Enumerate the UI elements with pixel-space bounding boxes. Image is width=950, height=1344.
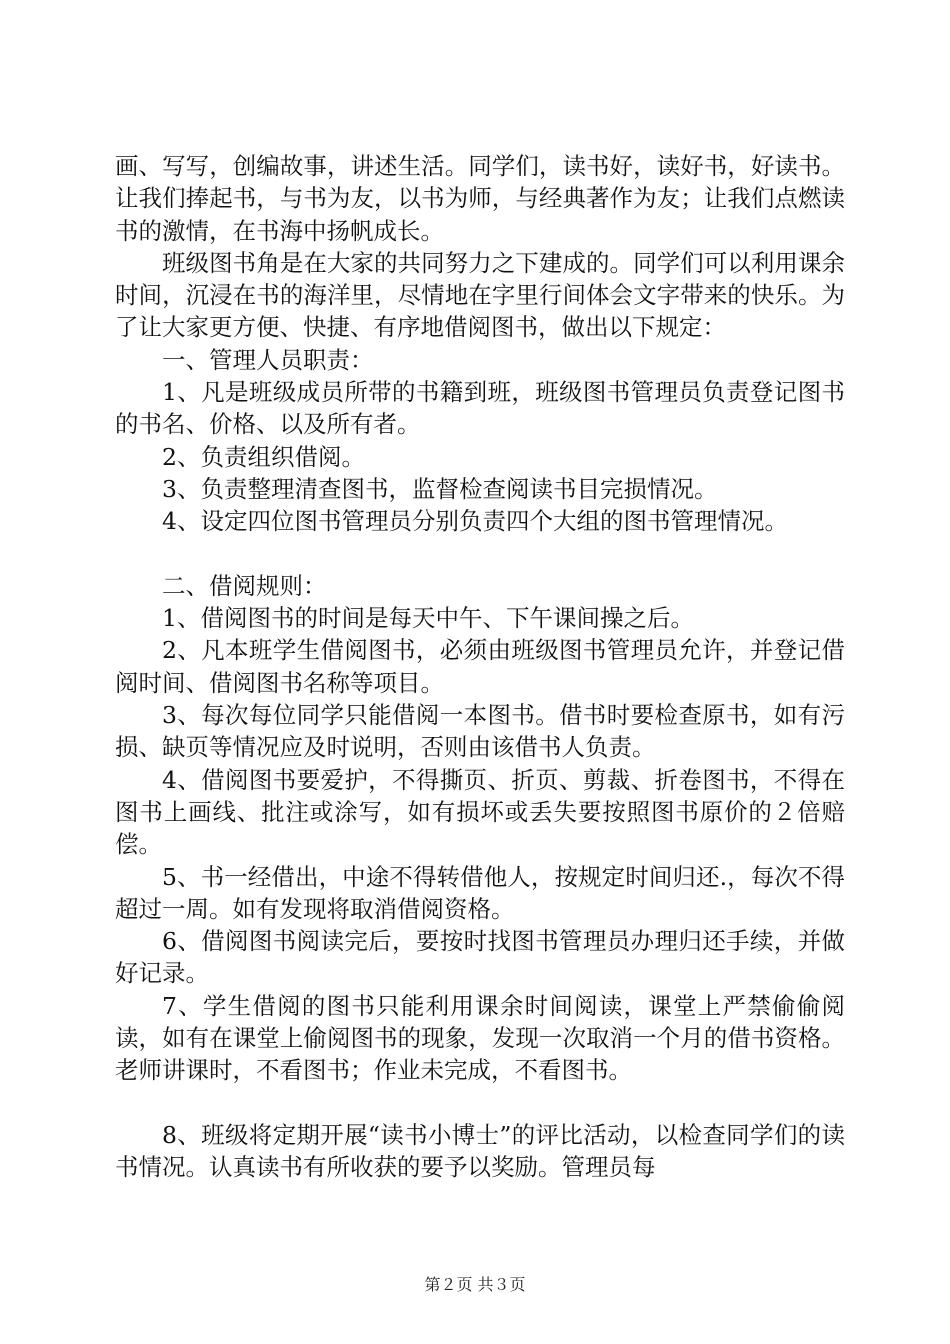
- document-body: [115, 150, 845, 1184]
- list-item: 1、凡是班级成员所带的书籍到班，班级图书管理员负责登记图书的书名、价格、以及所有者。: [115, 378, 845, 439]
- list-item: 3、每次每位同学只能借阅一本图书。借书时要检查原书，如有污损、缺页等情况应及时说明，否则由该借书人负责。: [115, 701, 845, 762]
- list-item: 8、班级将定期开展“读书小博士”的评比活动，以检查同学们的读书情况。认真读书有所收获的要予以奖励。管理员每: [115, 1120, 845, 1182]
- page-number-footer: 第２页 共３页: [424, 1275, 526, 1294]
- paragraph: 班级图书角是在大家的共同努力之下建成的。同学们可以利用课余时间，沉浸在书的海洋里，尽情地在字里行间体会文字带来的快乐。为了让大家更方便、快捷、有序地借阅图书，做出以下规定：: [115, 248, 845, 342]
- list-item: 6、借阅图书阅读完后，要按时找图书管理员办理归还手续，并做好记录。: [115, 927, 845, 988]
- blank-line: [115, 538, 845, 570]
- list-item: 4、借阅图书要爱护，不得撕页、折页、剪裁、折卷图书，不得在图书上画线、批注或涂写，如有损坏或丢失要按照图书原价的２倍赔偿。: [115, 765, 845, 859]
- list-item: 4、设定四位图书管理员分别负责四个大组的图书管理情况。: [162, 507, 788, 536]
- list-item: 1、借阅图书的时间是每天中午、下午课间操之后。: [162, 604, 694, 633]
- paragraph: 画、写写，创编故事，讲述生活。同学们，读书好，读好书，好读书。让我们捧起书，与书为友，以书为师，与经典著作为友；让我们点燃读书的激情，在书海中扬帆成长。: [115, 152, 845, 245]
- list-item: 2、负责组织借阅。: [162, 442, 365, 471]
- blank-line: [115, 1087, 845, 1119]
- list-item: 2、凡本班学生借阅图书，必须由班级图书管理员允许，并登记借阅时间、借阅图书名称等项目。: [115, 636, 845, 697]
- section-heading: 二、借阅规则：: [162, 571, 327, 600]
- section-heading: 一、管理人员职责：: [162, 345, 374, 374]
- list-item: 3、负责整理清查图书，监督检查阅读书目完损情况。: [162, 474, 718, 503]
- list-item: 7、学生借阅的图书只能利用课余时间阅读，课堂上严禁偷偷阅读，如有在课堂上偷阅图书的现象，发现一次取消一个月的借书资格。老师讲课时，不看图书；作业未完成，不看图书。: [115, 991, 845, 1085]
- list-item: 5、书一经借出，中途不得转借他人，按规定时间归还.，每次不得超过一周。如有发现将取消借阅资格。: [115, 862, 845, 923]
